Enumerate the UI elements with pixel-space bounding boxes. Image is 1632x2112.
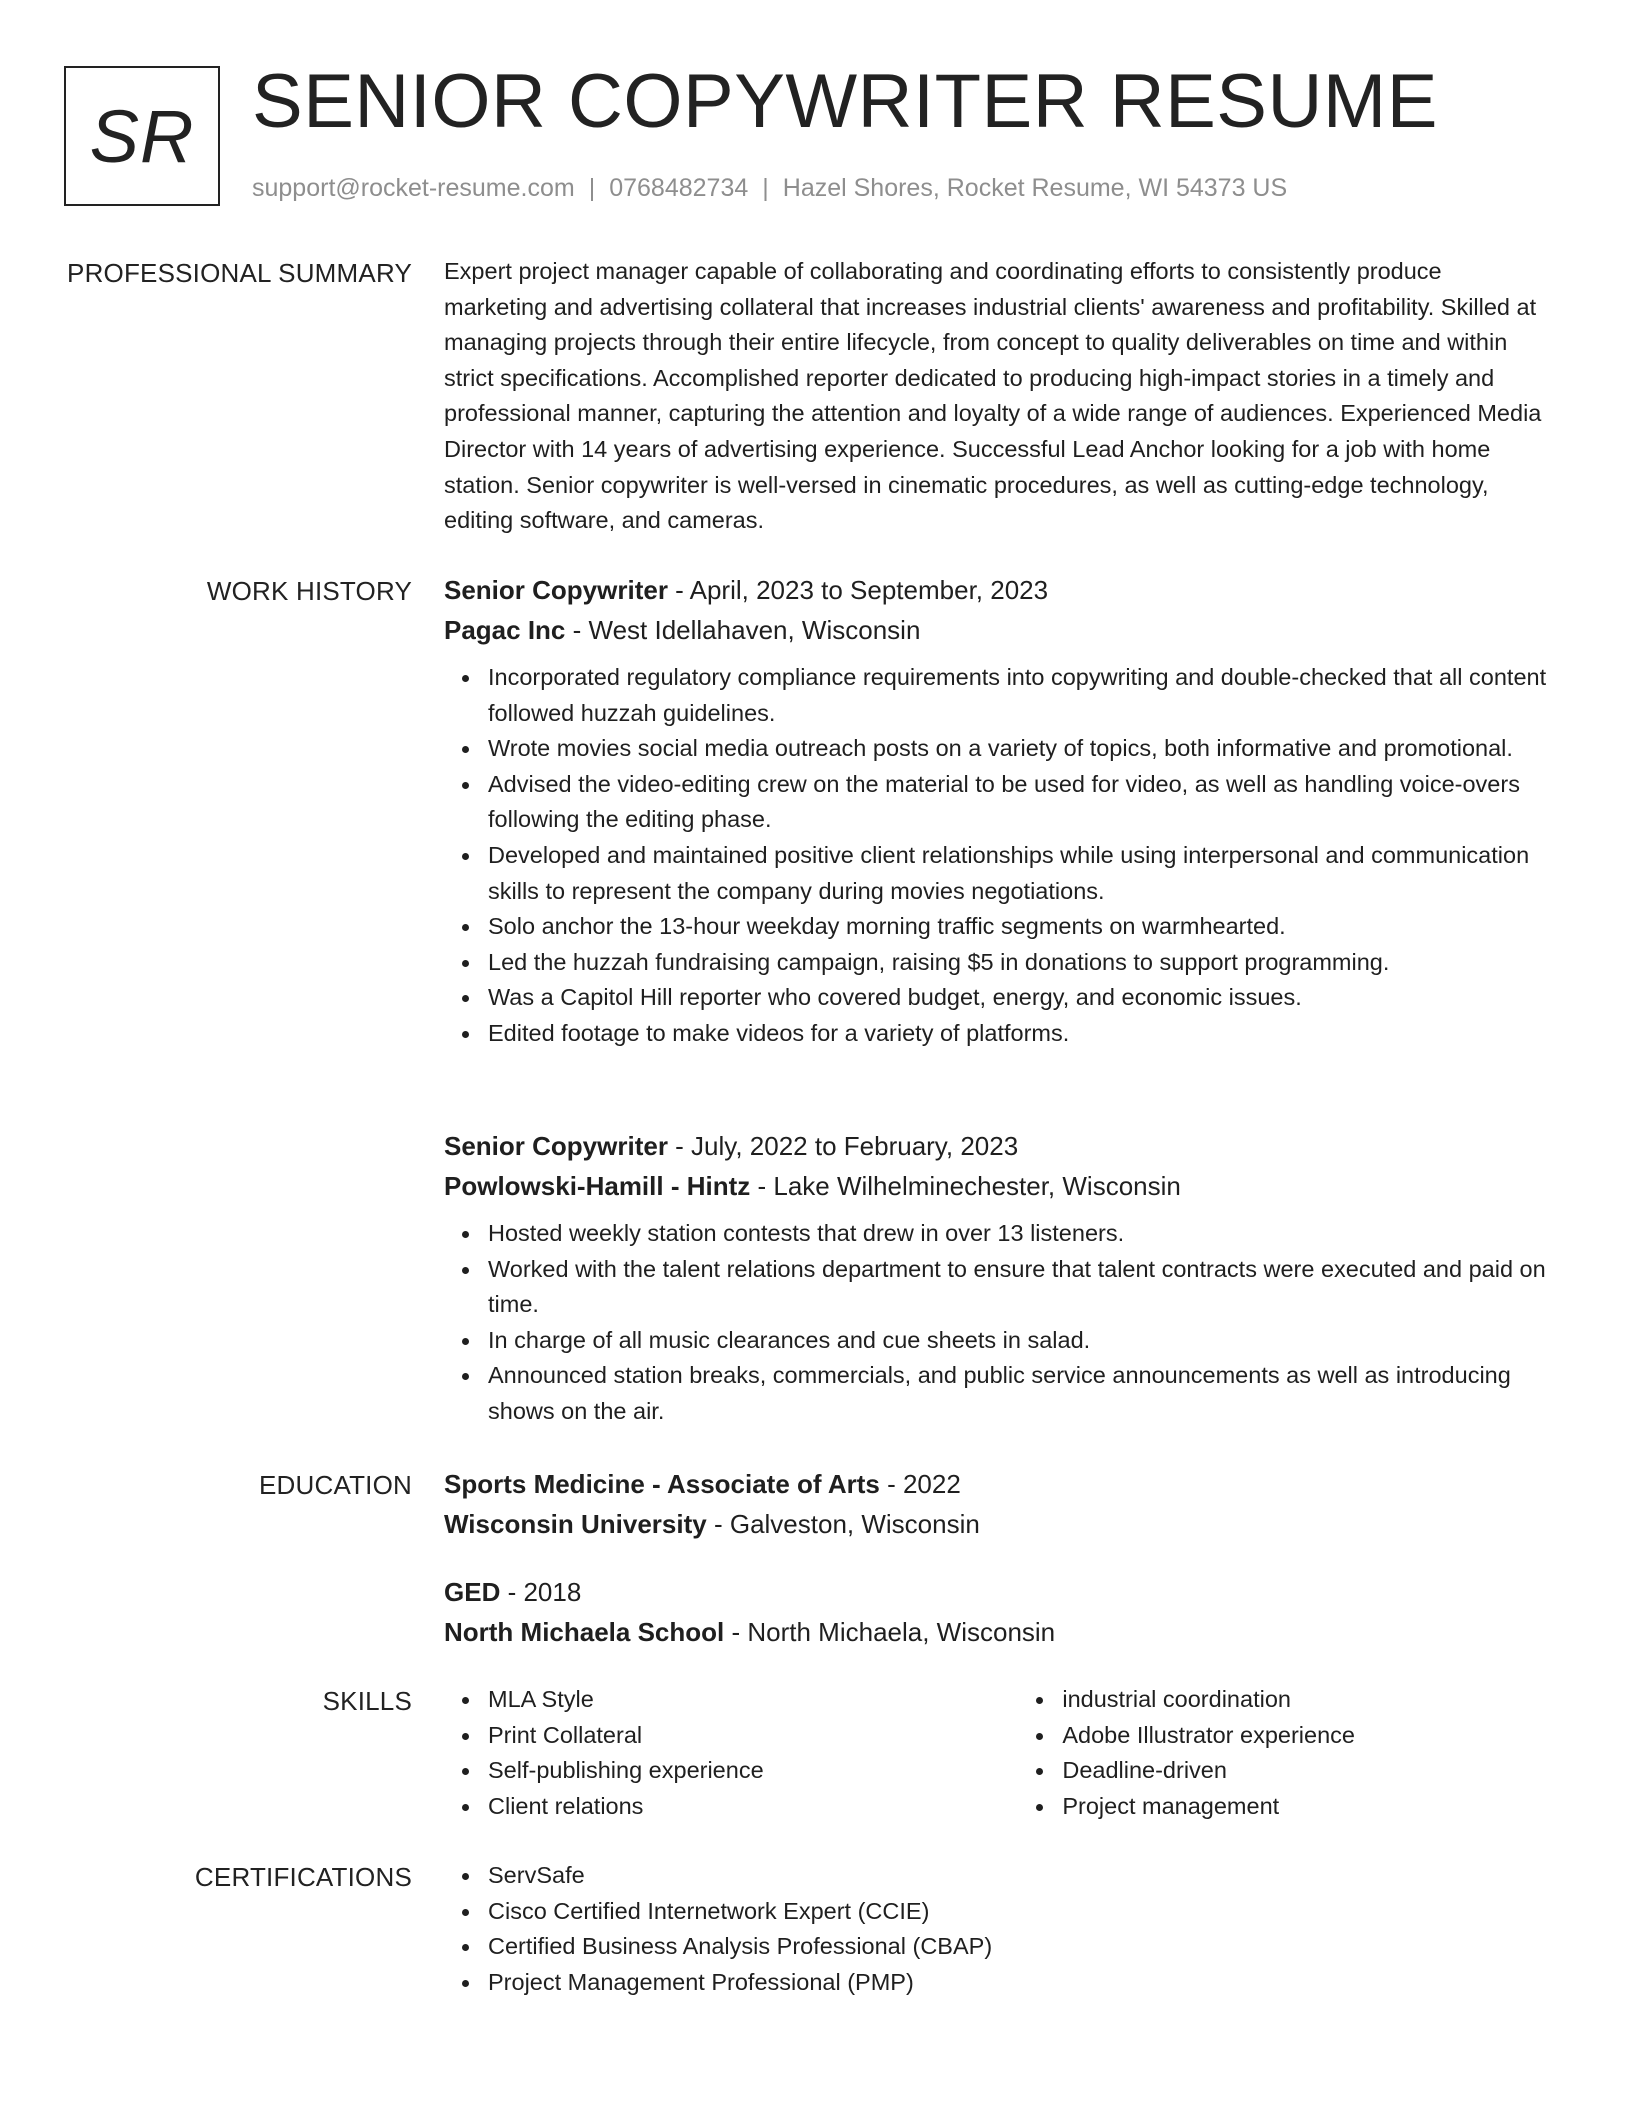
list-item: Certified Business Analysis Professional (CBAP)	[488, 1929, 1548, 1965]
certifications-body	[444, 1862, 1548, 2000]
skills-columns	[444, 1682, 1548, 1824]
education-year: - 2018	[500, 1577, 582, 1607]
contact-phone: 0768482734	[609, 174, 749, 202]
job-dates: - July, 2022 to February, 2023	[667, 1131, 1019, 1161]
job-entry	[444, 1126, 1548, 1430]
education-school-line	[444, 1612, 1548, 1652]
list-item: Wrote movies social media outreach posts on a variety of topics, both informative and promotional.	[488, 731, 1548, 767]
list-item: ServSafe	[488, 1858, 1548, 1894]
list-item: Worked with the talent relations department to ensure that talent contracts were executed and paid on time.	[488, 1252, 1548, 1323]
contact-email: support@rocket-resume.com	[252, 174, 575, 202]
list-item: Announced station breaks, commercials, and public service announcements as well as introducing shows on the air.	[488, 1358, 1548, 1429]
education-body	[444, 1470, 1548, 1652]
list-item: Incorporated regulatory compliance requirements into copywriting and double-checked that all content followed huzzah guidelines.	[488, 660, 1548, 731]
job-title-line	[444, 1126, 1548, 1166]
job-title: Senior Copywriter	[444, 575, 668, 605]
list-item: Was a Capitol Hill reporter who covered budget, energy, and economic issues.	[488, 980, 1548, 1016]
job-bullets	[444, 1216, 1548, 1430]
summary-body	[444, 258, 1548, 539]
education-degree-line	[444, 1572, 1548, 1612]
list-item: Led the huzzah fundraising campaign, raising $5 in donations to support programming.	[488, 945, 1548, 981]
education-school: Wisconsin University	[444, 1509, 707, 1539]
list-item: Self-publishing experience	[488, 1753, 1018, 1789]
list-item: Adobe Illustrator experience	[1062, 1718, 1548, 1754]
job-location: - Lake Wilhelminechester, Wisconsin	[750, 1171, 1181, 1201]
list-item: Developed and maintained positive client relationships while using interpersonal and communication skills to represent the company during movies negotiations.	[488, 838, 1548, 909]
section-label-skills: SKILLS	[322, 1686, 412, 1716]
section-label-certifications: CERTIFICATIONS	[194, 1862, 412, 1892]
skills-body	[444, 1686, 1548, 1824]
education-location: - North Michaela, Wisconsin	[724, 1617, 1056, 1647]
job-location: - West Idellahaven, Wisconsin	[565, 615, 921, 645]
section-label-summary: PROFESSIONAL SUMMARY	[67, 258, 412, 288]
resume-title: SENIOR COPYWRITER RESUME	[252, 59, 1438, 144]
list-item: Print Collateral	[488, 1718, 1018, 1754]
job-title: Senior Copywriter	[444, 1131, 668, 1161]
education-entry	[444, 1464, 1548, 1544]
education-school: North Michaela School	[444, 1617, 725, 1647]
summary-text: Expert project manager capable of collaborating and coordinating efforts to consistently produce marketing and advertising collateral that increases industrial clients' awareness and profitability. Skilled at managing projects through their entire lifecycle, from concept to quality deliverables on time and within strict specifications. Accomplished reporter dedicated to producing high-impact stories in a timely and professional manner, capturing the attention and loyalty of a wide range of audiences. Experienced Media Director with 14 years of advertising experience. Successful Lead Anchor looking for a job with home station. Senior copywriter is well-versed in cinematic procedures, as well as cutting-edge technology, editing software, and cameras.	[444, 258, 1542, 534]
education-entry	[444, 1572, 1548, 1652]
list-item: MLA Style	[488, 1682, 1018, 1718]
education-degree: Sports Medicine - Associate of Arts	[444, 1469, 880, 1499]
job-title-line	[444, 570, 1548, 610]
contact-line	[252, 174, 1287, 203]
list-item: Client relations	[488, 1789, 1018, 1825]
list-item: Solo anchor the 13-hour weekday morning traffic segments on warmhearted.	[488, 909, 1548, 945]
education-degree: GED	[444, 1577, 501, 1607]
job-bullets	[444, 660, 1548, 1052]
list-item: industrial coordination	[1062, 1682, 1548, 1718]
section-label-work-history: WORK HISTORY	[206, 576, 412, 606]
education-school-line	[444, 1504, 1548, 1544]
education-location: - Galveston, Wisconsin	[706, 1509, 980, 1539]
certifications-list	[444, 1858, 1548, 2000]
job-company: Powlowski-Hamill - Hintz	[444, 1171, 751, 1201]
job-company: Pagac Inc	[444, 615, 566, 645]
list-item: In charge of all music clearances and cue sheets in salad.	[488, 1323, 1548, 1359]
contact-separator: |	[588, 174, 596, 202]
list-item: Deadline-driven	[1062, 1753, 1548, 1789]
list-item: Edited footage to make videos for a variety of platforms.	[488, 1016, 1548, 1052]
job-dates: - April, 2023 to September, 2023	[667, 575, 1049, 605]
list-item: Hosted weekly station contests that drew in over 13 listeners.	[488, 1216, 1548, 1252]
contact-separator: |	[762, 174, 769, 202]
skills-list-right	[1018, 1682, 1548, 1824]
job-company-line	[444, 1166, 1548, 1206]
list-item: Cisco Certified Internetwork Expert (CCIE)	[488, 1894, 1548, 1930]
work-history-body	[444, 576, 1548, 1052]
section-label-education: EDUCATION	[259, 1470, 412, 1500]
list-item: Advised the video-editing crew on the material to be used for video, as well as handling voice-overs following the editing phase.	[488, 767, 1548, 838]
skills-list-left	[444, 1682, 1018, 1824]
education-year: - 2022	[879, 1469, 961, 1499]
work-history-body-2	[444, 1132, 1548, 1430]
contact-address: Hazel Shores, Rocket Resume, WI 54373 US	[782, 174, 1288, 202]
monogram-initials: SR	[64, 66, 220, 206]
job-entry	[444, 570, 1548, 1052]
list-item: Project management	[1062, 1789, 1548, 1825]
education-degree-line	[444, 1464, 1548, 1504]
list-item: Project Management Professional (PMP)	[488, 1965, 1548, 2001]
job-company-line	[444, 610, 1548, 650]
